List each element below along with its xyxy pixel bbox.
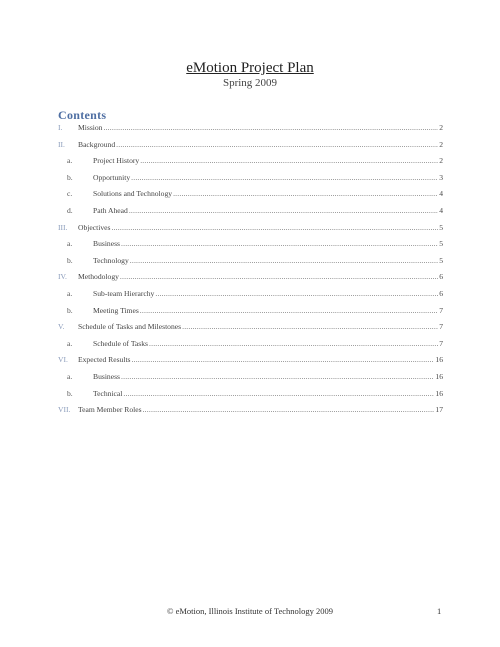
toc-dot-leader	[130, 256, 438, 265]
toc-entry[interactable]	[58, 173, 443, 185]
toc-entry[interactable]	[58, 140, 443, 152]
toc-entry-number: b.	[67, 305, 73, 315]
toc-dot-leader	[149, 339, 438, 348]
toc-entry-label: Technical	[93, 388, 123, 398]
toc-entry-page: 4	[439, 189, 443, 199]
toc-entry[interactable]	[58, 206, 443, 218]
toc-entry-label: Mission	[78, 123, 103, 132]
toc-entry[interactable]	[58, 289, 443, 301]
toc-dot-leader	[140, 156, 438, 165]
toc-entry-number: IV.	[58, 272, 67, 282]
toc-entry[interactable]	[58, 223, 443, 235]
toc-entry-page: 4	[439, 206, 443, 215]
toc-entry-number: c.	[67, 189, 73, 199]
toc-entry-number: V.	[58, 322, 65, 332]
toc-dot-leader	[116, 140, 438, 149]
toc-entry-number: II.	[58, 139, 65, 149]
toc-entry-number: b.	[67, 172, 73, 182]
toc-entry-page: 5	[439, 222, 443, 232]
toc-entry-number: I.	[58, 123, 63, 132]
toc-entry-page: 7	[439, 305, 443, 315]
document-subtitle: Spring 2009	[222, 77, 278, 89]
toc-entry-number: d.	[67, 206, 73, 215]
toc-entry-page: 7	[439, 338, 443, 348]
toc-entry-page: 2	[439, 156, 443, 166]
toc-entry-label: Business	[93, 239, 121, 249]
toc-entry[interactable]	[58, 372, 443, 384]
toc-entry-page: 17	[435, 405, 443, 415]
toc-dot-leader	[132, 355, 435, 364]
toc-entry-page: 7	[439, 322, 443, 332]
toc-entry-label: Technology	[93, 255, 129, 265]
document-title: eMotion Project Plan	[186, 60, 314, 76]
toc-entry-number: III.	[58, 222, 68, 232]
toc-dot-leader	[173, 189, 438, 198]
toc-entry-number: a.	[67, 156, 73, 166]
toc-entry-number: VI.	[58, 355, 68, 365]
toc-entry-page: 16	[435, 388, 443, 398]
toc-entry-number: b.	[67, 255, 73, 265]
toc-entry-page: 2	[439, 123, 443, 132]
contents-heading: Contents	[58, 108, 107, 122]
toc-dot-leader	[121, 239, 438, 248]
toc-entry-page: 3	[439, 172, 443, 182]
toc-dot-leader	[121, 372, 434, 381]
toc-entry-page: 6	[439, 272, 443, 282]
toc-entry-label: Background	[78, 139, 116, 149]
toc-entry-number: a.	[67, 239, 73, 249]
toc-entry-label: Schedule of Tasks	[93, 338, 149, 348]
toc-entry-page: 5	[439, 239, 443, 249]
toc-entry-label: Opportunity	[93, 172, 131, 182]
toc-entry[interactable]	[58, 123, 443, 135]
toc-entry-page: 5	[439, 255, 443, 265]
toc-entry-label: Expected Results	[78, 355, 131, 365]
toc-entry[interactable]	[58, 189, 443, 201]
toc-entry-label: Path Ahead	[93, 206, 128, 215]
toc-entry-number: VII.	[58, 405, 71, 415]
toc-entry-label: Project History	[93, 156, 140, 166]
toc-entry[interactable]	[58, 355, 443, 367]
toc-entry-number: a.	[67, 289, 73, 298]
toc-entry[interactable]	[58, 239, 443, 251]
toc-entry-label: Business	[93, 372, 121, 381]
toc-entry[interactable]	[58, 339, 443, 351]
toc-entry-page: 16	[435, 372, 443, 381]
toc-dot-leader	[140, 306, 438, 315]
toc-entry[interactable]	[58, 256, 443, 268]
toc-entry[interactable]	[58, 306, 443, 318]
toc-dot-leader	[111, 223, 438, 232]
toc-dot-leader	[129, 206, 438, 215]
toc-entry-label: Objectives	[78, 222, 111, 232]
toc-entry-label: Solutions and Technology	[93, 189, 173, 199]
toc-entry-number: a.	[67, 338, 73, 348]
toc-entry-label: Team Member Roles	[78, 405, 142, 415]
toc-dot-leader	[182, 322, 438, 331]
toc-entry[interactable]	[58, 405, 443, 417]
toc-entry-page: 16	[435, 355, 443, 365]
toc-entry[interactable]	[58, 156, 443, 168]
toc-dot-leader	[131, 173, 438, 182]
toc-dot-leader	[123, 389, 434, 398]
toc-entry-page: 6	[439, 289, 443, 298]
toc-entry-label: Schedule of Tasks and Milestones	[78, 322, 182, 332]
toc-entry-number: a.	[67, 372, 73, 381]
toc-entry[interactable]	[58, 272, 443, 284]
toc-entry-number: b.	[67, 388, 73, 398]
toc-entry[interactable]	[58, 389, 443, 401]
toc-entry-label: Methodology	[78, 272, 119, 282]
toc-dot-leader	[103, 123, 438, 132]
toc-dot-leader	[143, 405, 435, 414]
toc-dot-leader	[155, 289, 438, 298]
footer-text: © eMotion, Illinois Institute of Technology 2009	[166, 606, 333, 616]
page-number: 1	[437, 606, 442, 616]
toc-dot-leader	[120, 272, 438, 281]
toc-entry-label: Meeting Times	[93, 305, 139, 315]
toc-entry-label: Sub-team Hierarchy	[93, 289, 155, 298]
toc-entry[interactable]	[58, 322, 443, 334]
toc-entry-page: 2	[439, 139, 443, 149]
